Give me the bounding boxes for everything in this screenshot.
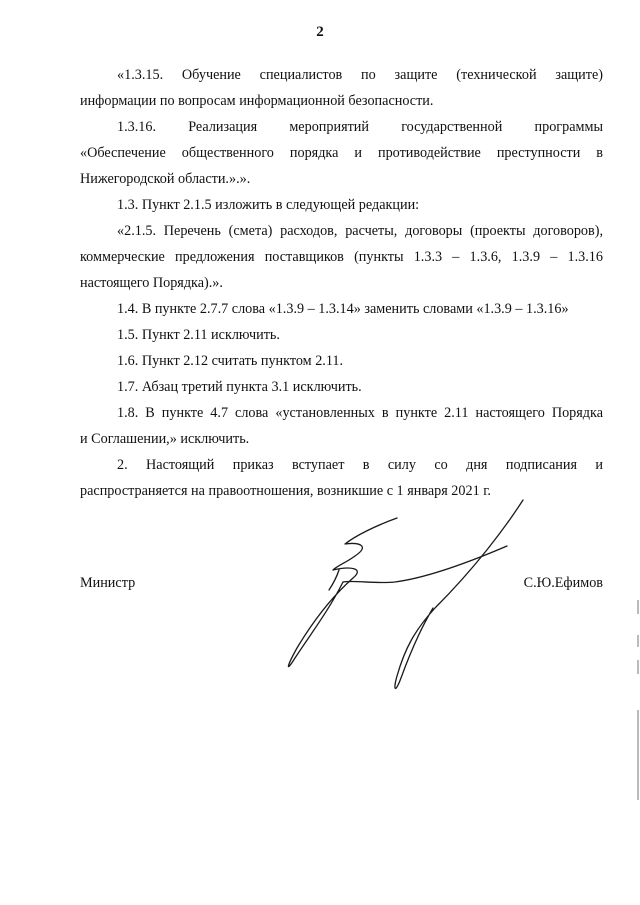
handwritten-signature [275, 498, 535, 698]
paragraph-line: 1.5. Пункт 2.11 исключить. [117, 327, 280, 343]
paragraph-line: информации по вопросам информационной безопасности. [80, 93, 434, 109]
paragraph-line: 1.8. В пункте 4.7 слова «установленных в пункте 2.11 настоящего Порядка [117, 405, 603, 421]
paragraph-line: коммерческие предложения поставщиков (пункты 1.3.3 – 1.3.6, 1.3.9 – 1.3.16 [80, 249, 603, 265]
paragraph-line: «2.1.5. Перечень (смета) расходов, расчеты, договоры (проекты договоров), [117, 223, 603, 239]
paragraph-line: 1.4. В пункте 2.7.7 слова «1.3.9 – 1.3.14» заменить словами «1.3.9 – 1.3.16» [117, 301, 569, 317]
paragraph-line: 1.6. Пункт 2.12 считать пунктом 2.11. [117, 353, 344, 369]
scan-edge-mark [637, 600, 639, 614]
scan-edge-mark [637, 710, 639, 800]
paragraph-line: 2. Настоящий приказ вступает в силу со дня подписания и [117, 457, 603, 473]
paragraph-line: 1.3.16. Реализация мероприятий государственной программы [117, 119, 603, 135]
signer-name: С.Ю.Ефимов [523, 575, 603, 591]
paragraph-line: настоящего Порядка).». [80, 275, 223, 291]
paragraph-line: 1.3. Пункт 2.1.5 изложить в следующей редакции: [117, 197, 420, 213]
position-title: Министр [80, 575, 136, 591]
paragraph-line: 1.7. Абзац третий пункта 3.1 исключить. [117, 379, 362, 395]
paragraph-line: «1.3.15. Обучение специалистов по защите (технической защите) [117, 67, 603, 83]
scan-edge-mark [637, 660, 639, 674]
paragraph-line: Нижегородской области.».». [80, 171, 251, 187]
paragraph-line: «Обеспечение общественного порядка и противодействие преступности в [80, 145, 603, 161]
scan-edge-mark [637, 635, 639, 647]
paragraph-line: и Соглашении,» исключить. [80, 431, 250, 447]
page-number: 2 [316, 24, 324, 40]
paragraph-line: распространяется на правоотношения, возникшие с 1 января 2021 г. [80, 483, 491, 499]
